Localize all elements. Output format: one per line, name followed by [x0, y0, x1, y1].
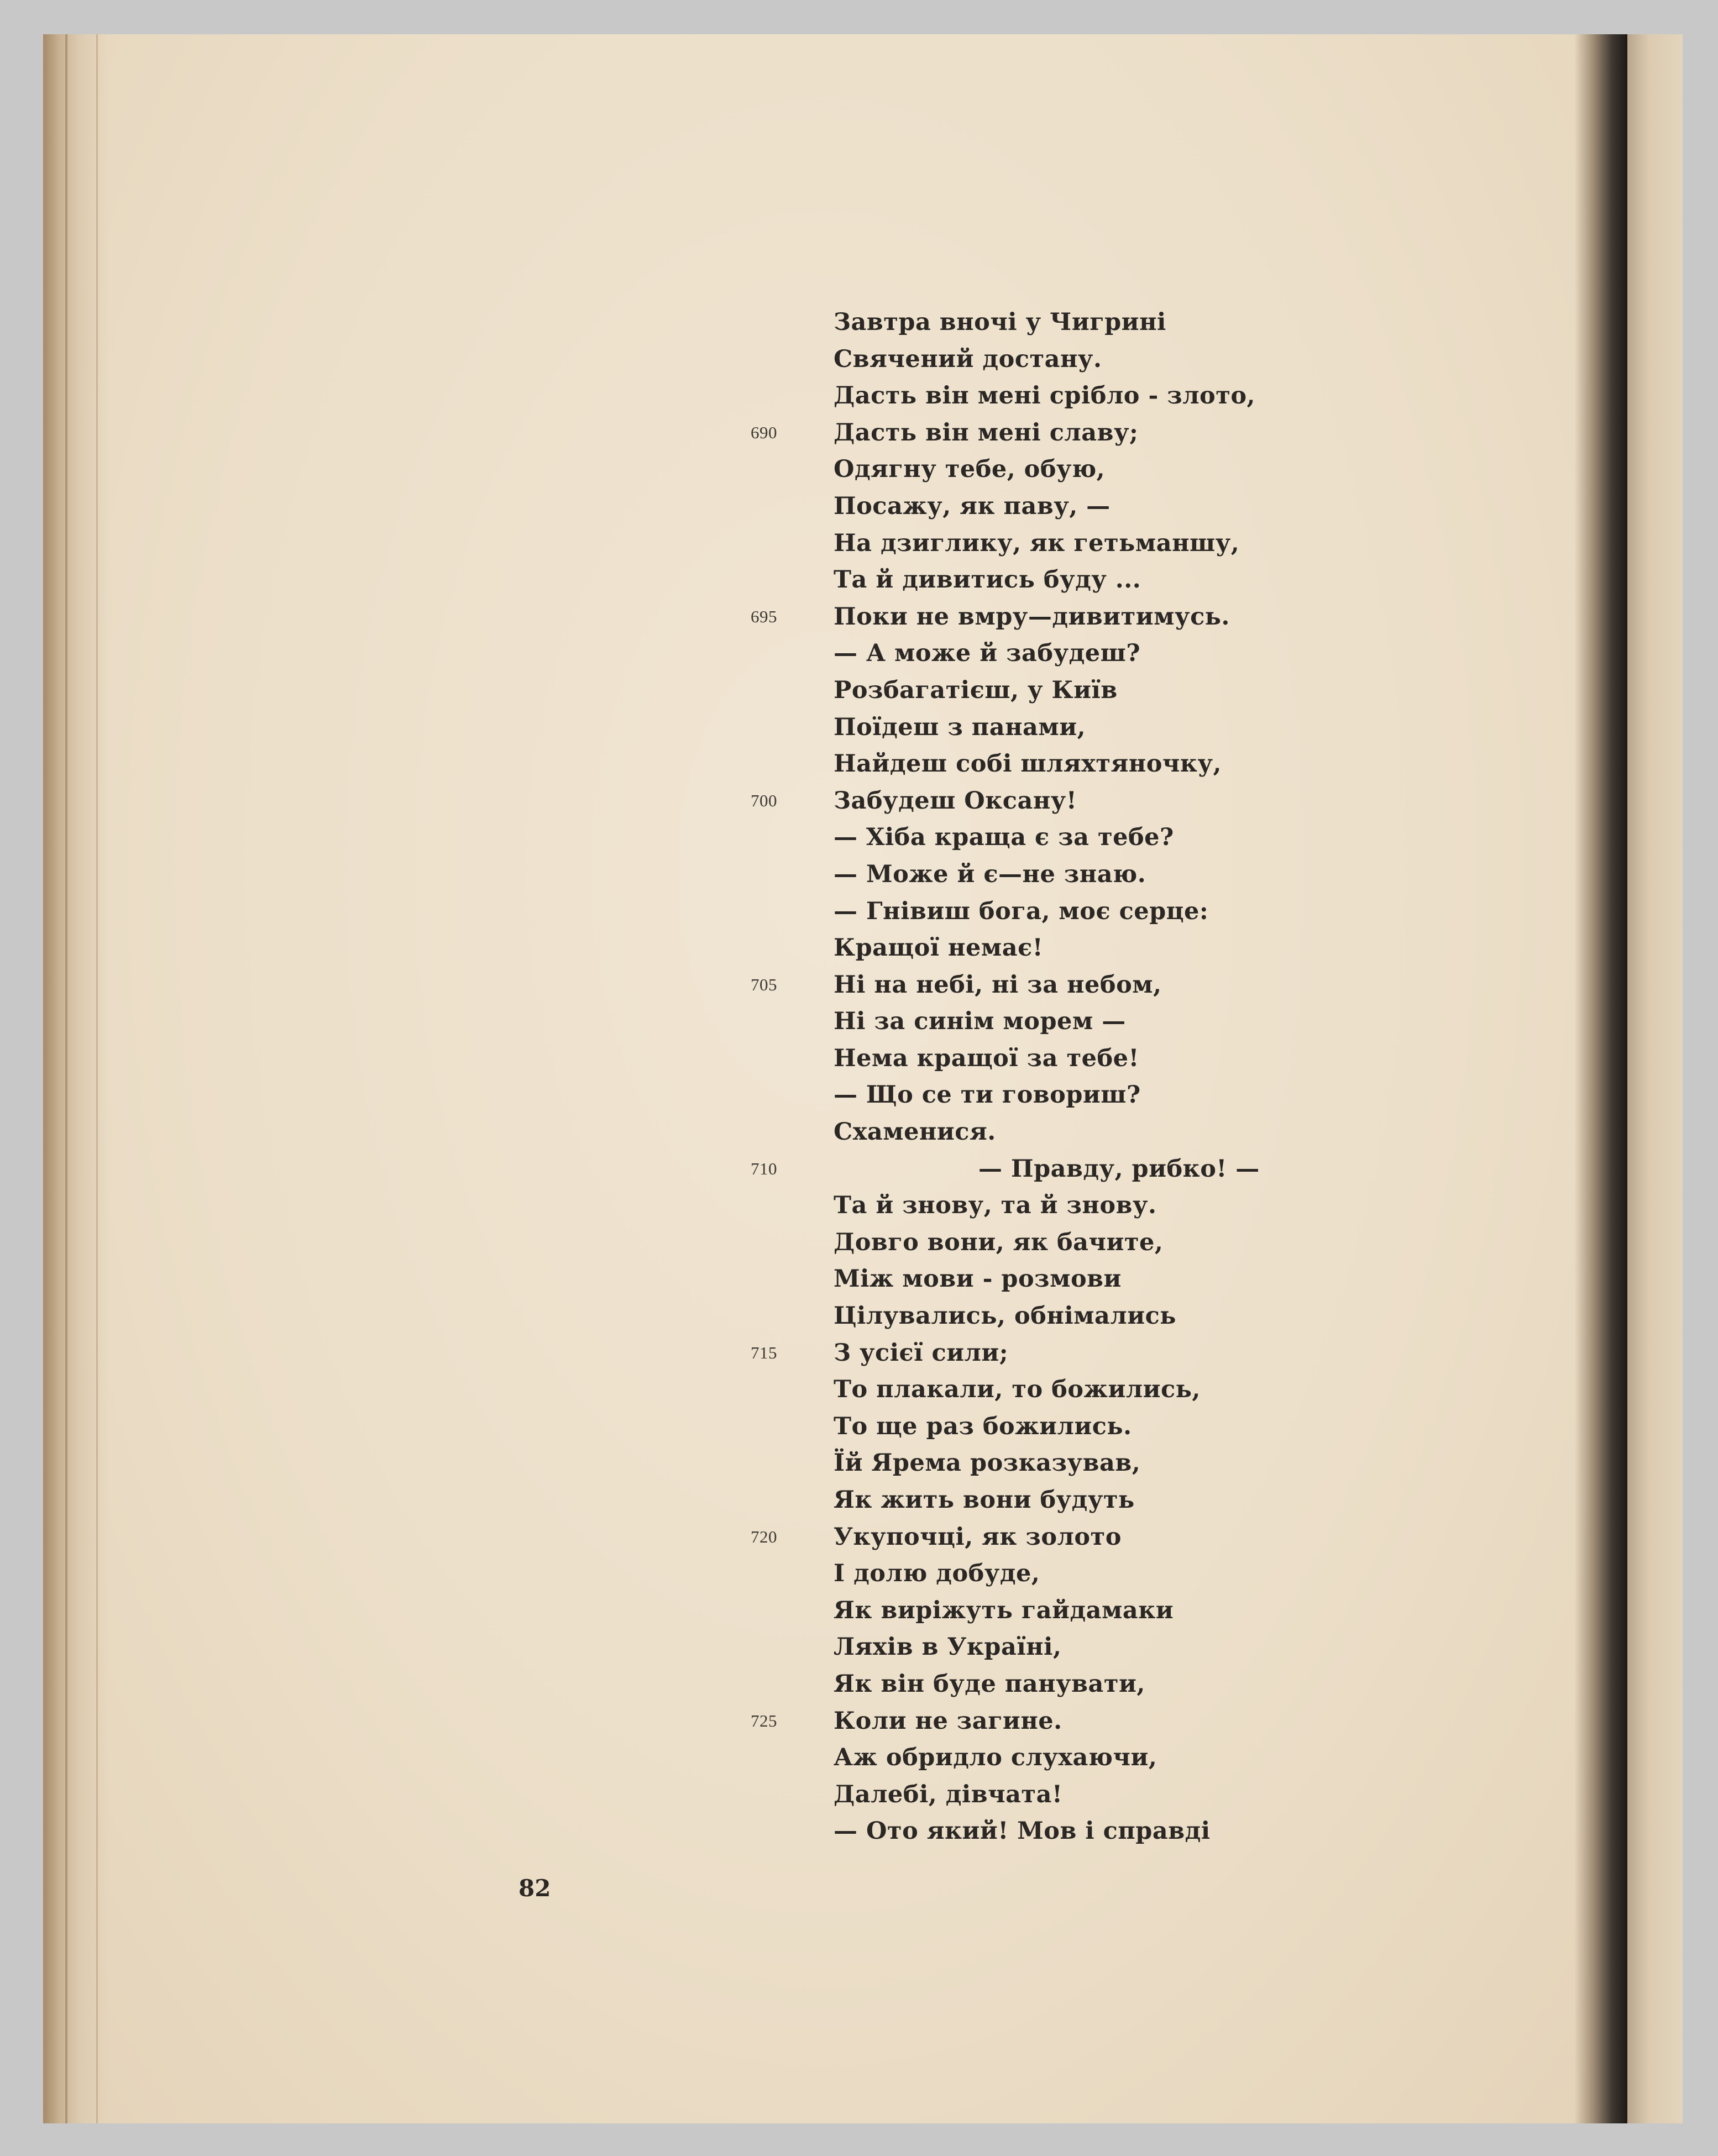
verse-text: Аж обридло слухаючи,: [834, 1744, 1157, 1772]
verse-line: [751, 599, 1536, 636]
verse-line: [762, 635, 1536, 672]
verse-line: [762, 1187, 1536, 1224]
facing-page-edge: [1627, 34, 1683, 2123]
verse-line: [751, 1151, 1536, 1188]
scanned-page: [43, 34, 1683, 2123]
verse-line: [762, 1739, 1536, 1776]
verse-text: То плакали, то божились,: [834, 1376, 1201, 1404]
verse-text: Свячений достану.: [834, 345, 1102, 373]
page-binding-edge: [43, 34, 109, 2123]
verse-text: Нема кращої за тебе!: [834, 1044, 1139, 1072]
verse-line: [762, 856, 1536, 893]
verse-line: [762, 377, 1536, 415]
verse-text: — Правду, рибко! —: [978, 1155, 1260, 1183]
verse-number: 705: [751, 974, 777, 994]
page-edge-line-inner: [96, 34, 98, 2123]
verse-line: [762, 1629, 1536, 1666]
verse-line: [762, 672, 1536, 709]
verse-number: 690: [751, 422, 777, 442]
verse-text: Поїдеш з панами,: [834, 713, 1086, 741]
verse-line: [762, 488, 1536, 525]
verse-line: [762, 893, 1536, 930]
verse-text: — Може й є—не знаю.: [834, 860, 1146, 888]
verse-text: Дасть він мені славу;: [834, 418, 1139, 447]
verse-text: Як жить вони будуть: [834, 1486, 1135, 1514]
verse-text: — А може й забудеш?: [834, 639, 1141, 668]
verse-line: [762, 341, 1536, 378]
verse-text: Як виріжуть гайдамаки: [834, 1596, 1174, 1624]
verse-number: 695: [751, 606, 777, 626]
verse-text: Далебі, дівчата!: [834, 1780, 1063, 1808]
verse-text: Поки не вмру—дивитимусь.: [834, 602, 1230, 631]
verse-number: 700: [751, 790, 777, 810]
verse-text: Кращої немає!: [834, 934, 1044, 962]
verse-text: Між мови - розмови: [834, 1265, 1122, 1293]
verse-line: [762, 930, 1536, 967]
verse-line: [762, 1298, 1536, 1335]
verse-text: То ще раз божились.: [834, 1412, 1132, 1440]
verse-line: [762, 1445, 1536, 1482]
verse-text: Найдеш собі шляхтяночку,: [834, 750, 1222, 778]
verse-line: [762, 1261, 1536, 1298]
verse-text: Як він буде панувати,: [834, 1670, 1145, 1698]
verse-text: Схаменися.: [834, 1118, 996, 1146]
verse-text: — Що се ти говориш?: [834, 1081, 1141, 1109]
verse-text: Цілувались, обнімались: [834, 1302, 1176, 1330]
book-gutter-shadow: [1574, 34, 1627, 2123]
verse-line: [751, 415, 1536, 452]
verse-text: Розбагатієш, у Київ: [834, 676, 1118, 704]
verse-text: Ні за синім морем —: [834, 1008, 1126, 1036]
verse-text: Та й дивитись буду ...: [834, 566, 1141, 594]
verse-line: [751, 1519, 1536, 1556]
verse-text: Посажу, як паву, —: [834, 492, 1111, 520]
verse-text: Ні на небі, ні за небом,: [834, 971, 1162, 999]
verse-line: [762, 304, 1536, 341]
verse-text: Одягну тебе, обую,: [834, 455, 1106, 484]
verse-line: [762, 562, 1536, 599]
verse-line: [762, 746, 1536, 783]
verse-text: З усієї сили;: [834, 1339, 1009, 1367]
verse-line: [762, 1482, 1536, 1519]
verse-line: [762, 1114, 1536, 1151]
verse-line: [762, 1592, 1536, 1629]
verse-line: [751, 783, 1536, 820]
verse-line: [762, 525, 1536, 562]
verse-line: [762, 819, 1536, 856]
verse-text: — Гнівиш бога, моє серце:: [834, 897, 1209, 925]
verse-text: Дасть він мені срібло - злото,: [834, 382, 1256, 410]
verse-number: 725: [751, 1711, 777, 1730]
verse-line: [762, 1408, 1536, 1445]
verse-text: Ляхів в Україні,: [834, 1633, 1062, 1661]
verse-text: І долю добуде,: [834, 1560, 1040, 1588]
verse-line: [751, 1335, 1536, 1372]
page-number: 82: [518, 1875, 551, 1902]
verse-line: [762, 1003, 1536, 1040]
verse-line: [762, 1040, 1536, 1077]
verse-line: [762, 709, 1536, 746]
verse-text: Забудеш Оксану!: [834, 786, 1077, 815]
verse-text: Їй Ярема розказував,: [834, 1449, 1141, 1477]
verse-line: [762, 1224, 1536, 1261]
verse-number: 715: [751, 1342, 777, 1362]
verse-text: Укупочці, як золото: [834, 1523, 1122, 1551]
verse-line: [762, 1371, 1536, 1408]
verse-line: [751, 967, 1536, 1004]
verse-text: На дзиглику, як гетьманшу,: [834, 529, 1240, 557]
verse-text: Та й знову, та й знову.: [834, 1192, 1157, 1220]
verse-line: [762, 1555, 1536, 1592]
verse-line: [762, 1666, 1536, 1703]
verse-line: [762, 1077, 1536, 1114]
verse-text: Довго вони, як бачите,: [834, 1228, 1164, 1256]
page-edge-line: [65, 34, 67, 2123]
verse-text: Коли не загине.: [834, 1707, 1062, 1735]
verse-text: — Хіба краща є за тебе?: [834, 823, 1174, 852]
verse-line: [762, 1813, 1536, 1850]
verse-text: — Ото який! Мов і справді: [834, 1817, 1211, 1845]
verse-line: [762, 451, 1536, 488]
verse-line: [751, 1703, 1536, 1740]
verse-number: 720: [751, 1526, 777, 1546]
verse-line: [762, 1776, 1536, 1813]
poem-text: [751, 304, 1536, 1850]
verse-number: 710: [751, 1158, 777, 1178]
verse-text: Завтра вночі у Чигрині: [834, 308, 1166, 336]
